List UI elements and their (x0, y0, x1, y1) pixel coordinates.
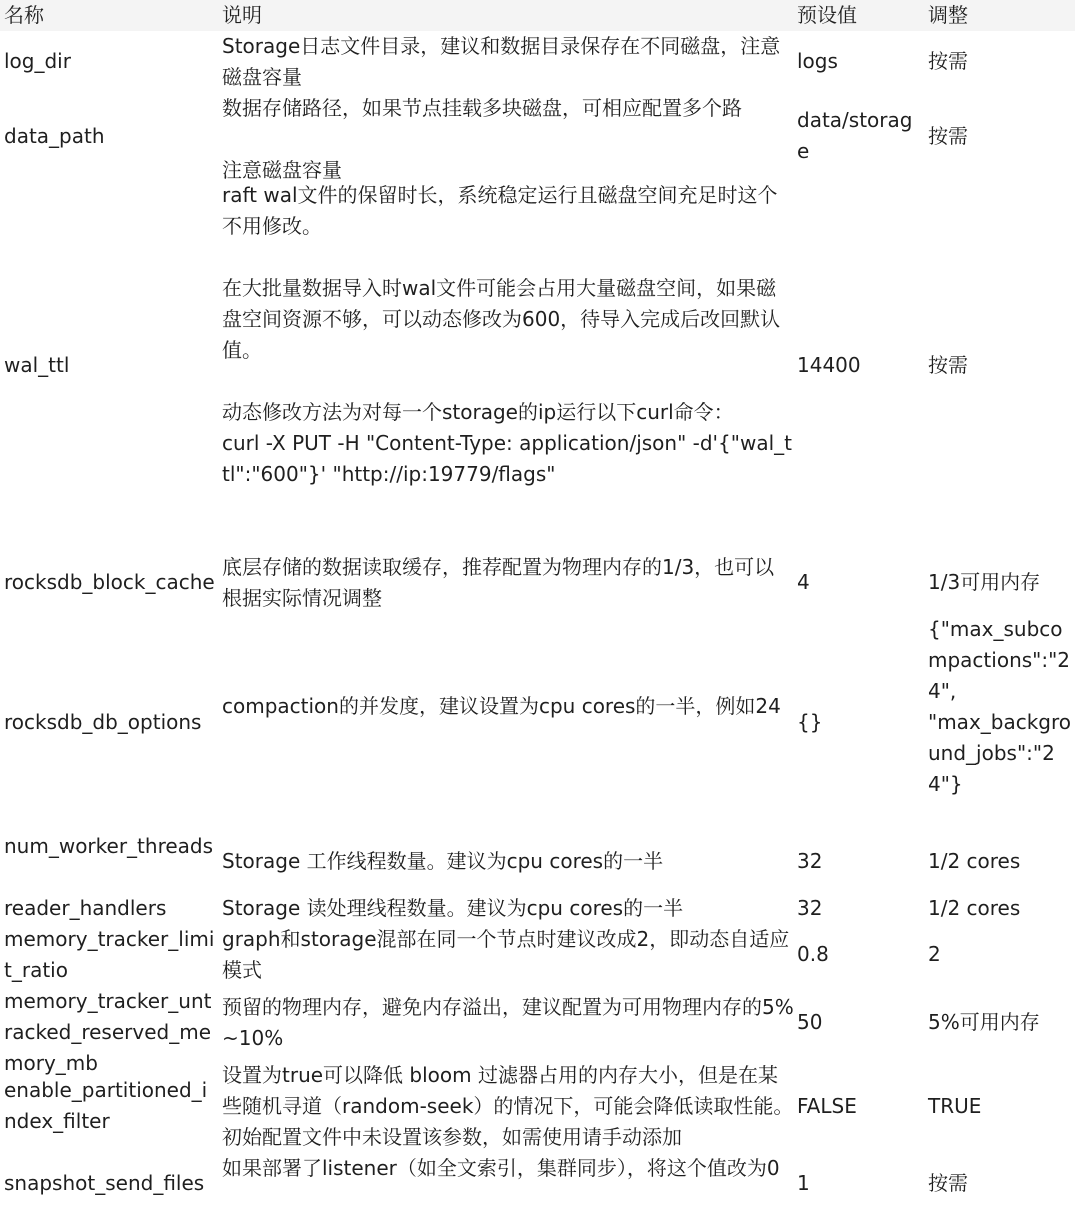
row-adjust-reader-handlers: 1/2 cores (928, 896, 1021, 920)
row-adjust-memory-tracker-untracked-reserved-memory-mb: 5%可用内存 (928, 1010, 1040, 1034)
row-adjust-log-dir: 按需 (928, 49, 968, 73)
row-desc-log-dir: Storage日志文件目录，建议和数据目录保存在不同磁盘，注意磁盘容量 (222, 34, 781, 89)
row-default-log-dir: logs (797, 49, 838, 73)
row-adjust-enable-partitioned-index-filter: TRUE (928, 1094, 982, 1118)
row-desc-enable-partitioned-index-filter: 设置为true可以降低 bloom 过滤器占用的内存大小，但是在某些随机寻道（random-seek）的情况下，可能会降低读取性能。初始配置文件中未设置该参数，如需使用请手动添加 (222, 1063, 794, 1149)
row-default-snapshot-send-files: 1 (797, 1171, 810, 1195)
row-name-rocksdb-block-cache: rocksdb_block_cache (4, 570, 215, 594)
row-adjust-memory-tracker-limit-ratio: 2 (928, 942, 941, 966)
row-default-enable-partitioned-index-filter: FALSE (797, 1094, 857, 1118)
row-adjust-rocksdb-block-cache: 1/3可用内存 (928, 570, 1041, 594)
row-default-memory-tracker-limit-ratio: 0.8 (797, 942, 829, 966)
row-adjust-num-worker-threads: 1/2 cores (928, 849, 1021, 873)
row-name-memory-tracker-untracked-reserved-memory-mb: memory_tracker_untracked_reserved_memory_mb (4, 989, 212, 1075)
row-name-wal-ttl: wal_ttl (4, 353, 70, 377)
row-desc-num-worker-threads: Storage 工作线程数量。建议为cpu cores的一半 (222, 849, 664, 873)
row-default-num-worker-threads: 32 (797, 849, 823, 873)
header-adjustment: 调整 (928, 3, 968, 27)
row-desc-reader-handlers: Storage 读处理线程数量。建议为cpu cores的一半 (222, 896, 684, 920)
row-desc-memory-tracker-limit-ratio: graph和storage混部在同一个节点时建议改成2，即动态自适应模式 (222, 927, 790, 982)
row-name-memory-tracker-limit-ratio: memory_tracker_limit_ratio (4, 927, 215, 982)
row-desc-rocksdb-block-cache: 底层存储的数据读取缓存，推荐配置为物理内存的1/3，也可以根据实际情况调整 (222, 555, 775, 610)
row-desc-memory-tracker-untracked-reserved-memory-mb: 预留的物理内存，避免内存溢出，建议配置为可用物理内存的5%~10% (222, 995, 794, 1050)
row-adjust-wal-ttl: 按需 (928, 353, 968, 377)
row-default-reader-handlers: 32 (797, 896, 823, 920)
row-default-rocksdb-db-options: {} (797, 710, 823, 734)
row-name-snapshot-send-files: snapshot_send_files (4, 1171, 205, 1195)
header-default-value: 预设值 (797, 3, 857, 27)
row-default-data-path: data/storage (797, 108, 913, 163)
row-name-reader-handlers: reader_handlers (4, 896, 167, 920)
row-desc-data-path: 数据存储路径，如果节点挂载多块磁盘，可相应配置多个路 注意磁盘容量 (222, 96, 742, 182)
header-description: 说明 (222, 3, 262, 27)
row-name-log-dir: log_dir (4, 49, 71, 73)
row-name-data-path: data_path (4, 124, 105, 148)
row-default-wal-ttl: 14400 (797, 353, 861, 377)
row-name-num-worker-threads: num_worker_threads (4, 834, 214, 858)
row-adjust-snapshot-send-files: 按需 (928, 1171, 968, 1195)
row-desc-wal-ttl: raft wal文件的保留时长，系统稳定运行且磁盘空间充足时这个不用修改。 在大批量数据导入时wal文件可能会占用大量磁盘空间，如果磁盘空间资源不够，可以动态修改为600，待导入完成后改回默认值。 动态修改方法为对每一个storage的ip运行以下curl命令： curl -X PUT -H "Content-Type: application/json" -d'{"wal_ttl":"600"}' "http://ip:19779/flags" (222, 183, 792, 486)
row-default-memory-tracker-untracked-reserved-memory-mb: 50 (797, 1010, 823, 1034)
row-name-rocksdb-db-options: rocksdb_db_options (4, 710, 202, 734)
row-default-rocksdb-block-cache: 4 (797, 570, 810, 594)
row-adjust-rocksdb-db-options: {"max_subcompactions":"24", "max_background_jobs":"24"} (928, 617, 1072, 796)
row-desc-snapshot-send-files: 如果部署了listener（如全文索引，集群同步），将这个值改为0 (222, 1156, 780, 1180)
row-adjust-data-path: 按需 (928, 124, 968, 148)
row-name-enable-partitioned-index-filter: enable_partitioned_index_filter (4, 1078, 208, 1133)
row-desc-rocksdb-db-options: compaction的并发度，建议设置为cpu cores的一半，例如24 (222, 694, 781, 718)
header-name: 名称 (4, 3, 44, 27)
